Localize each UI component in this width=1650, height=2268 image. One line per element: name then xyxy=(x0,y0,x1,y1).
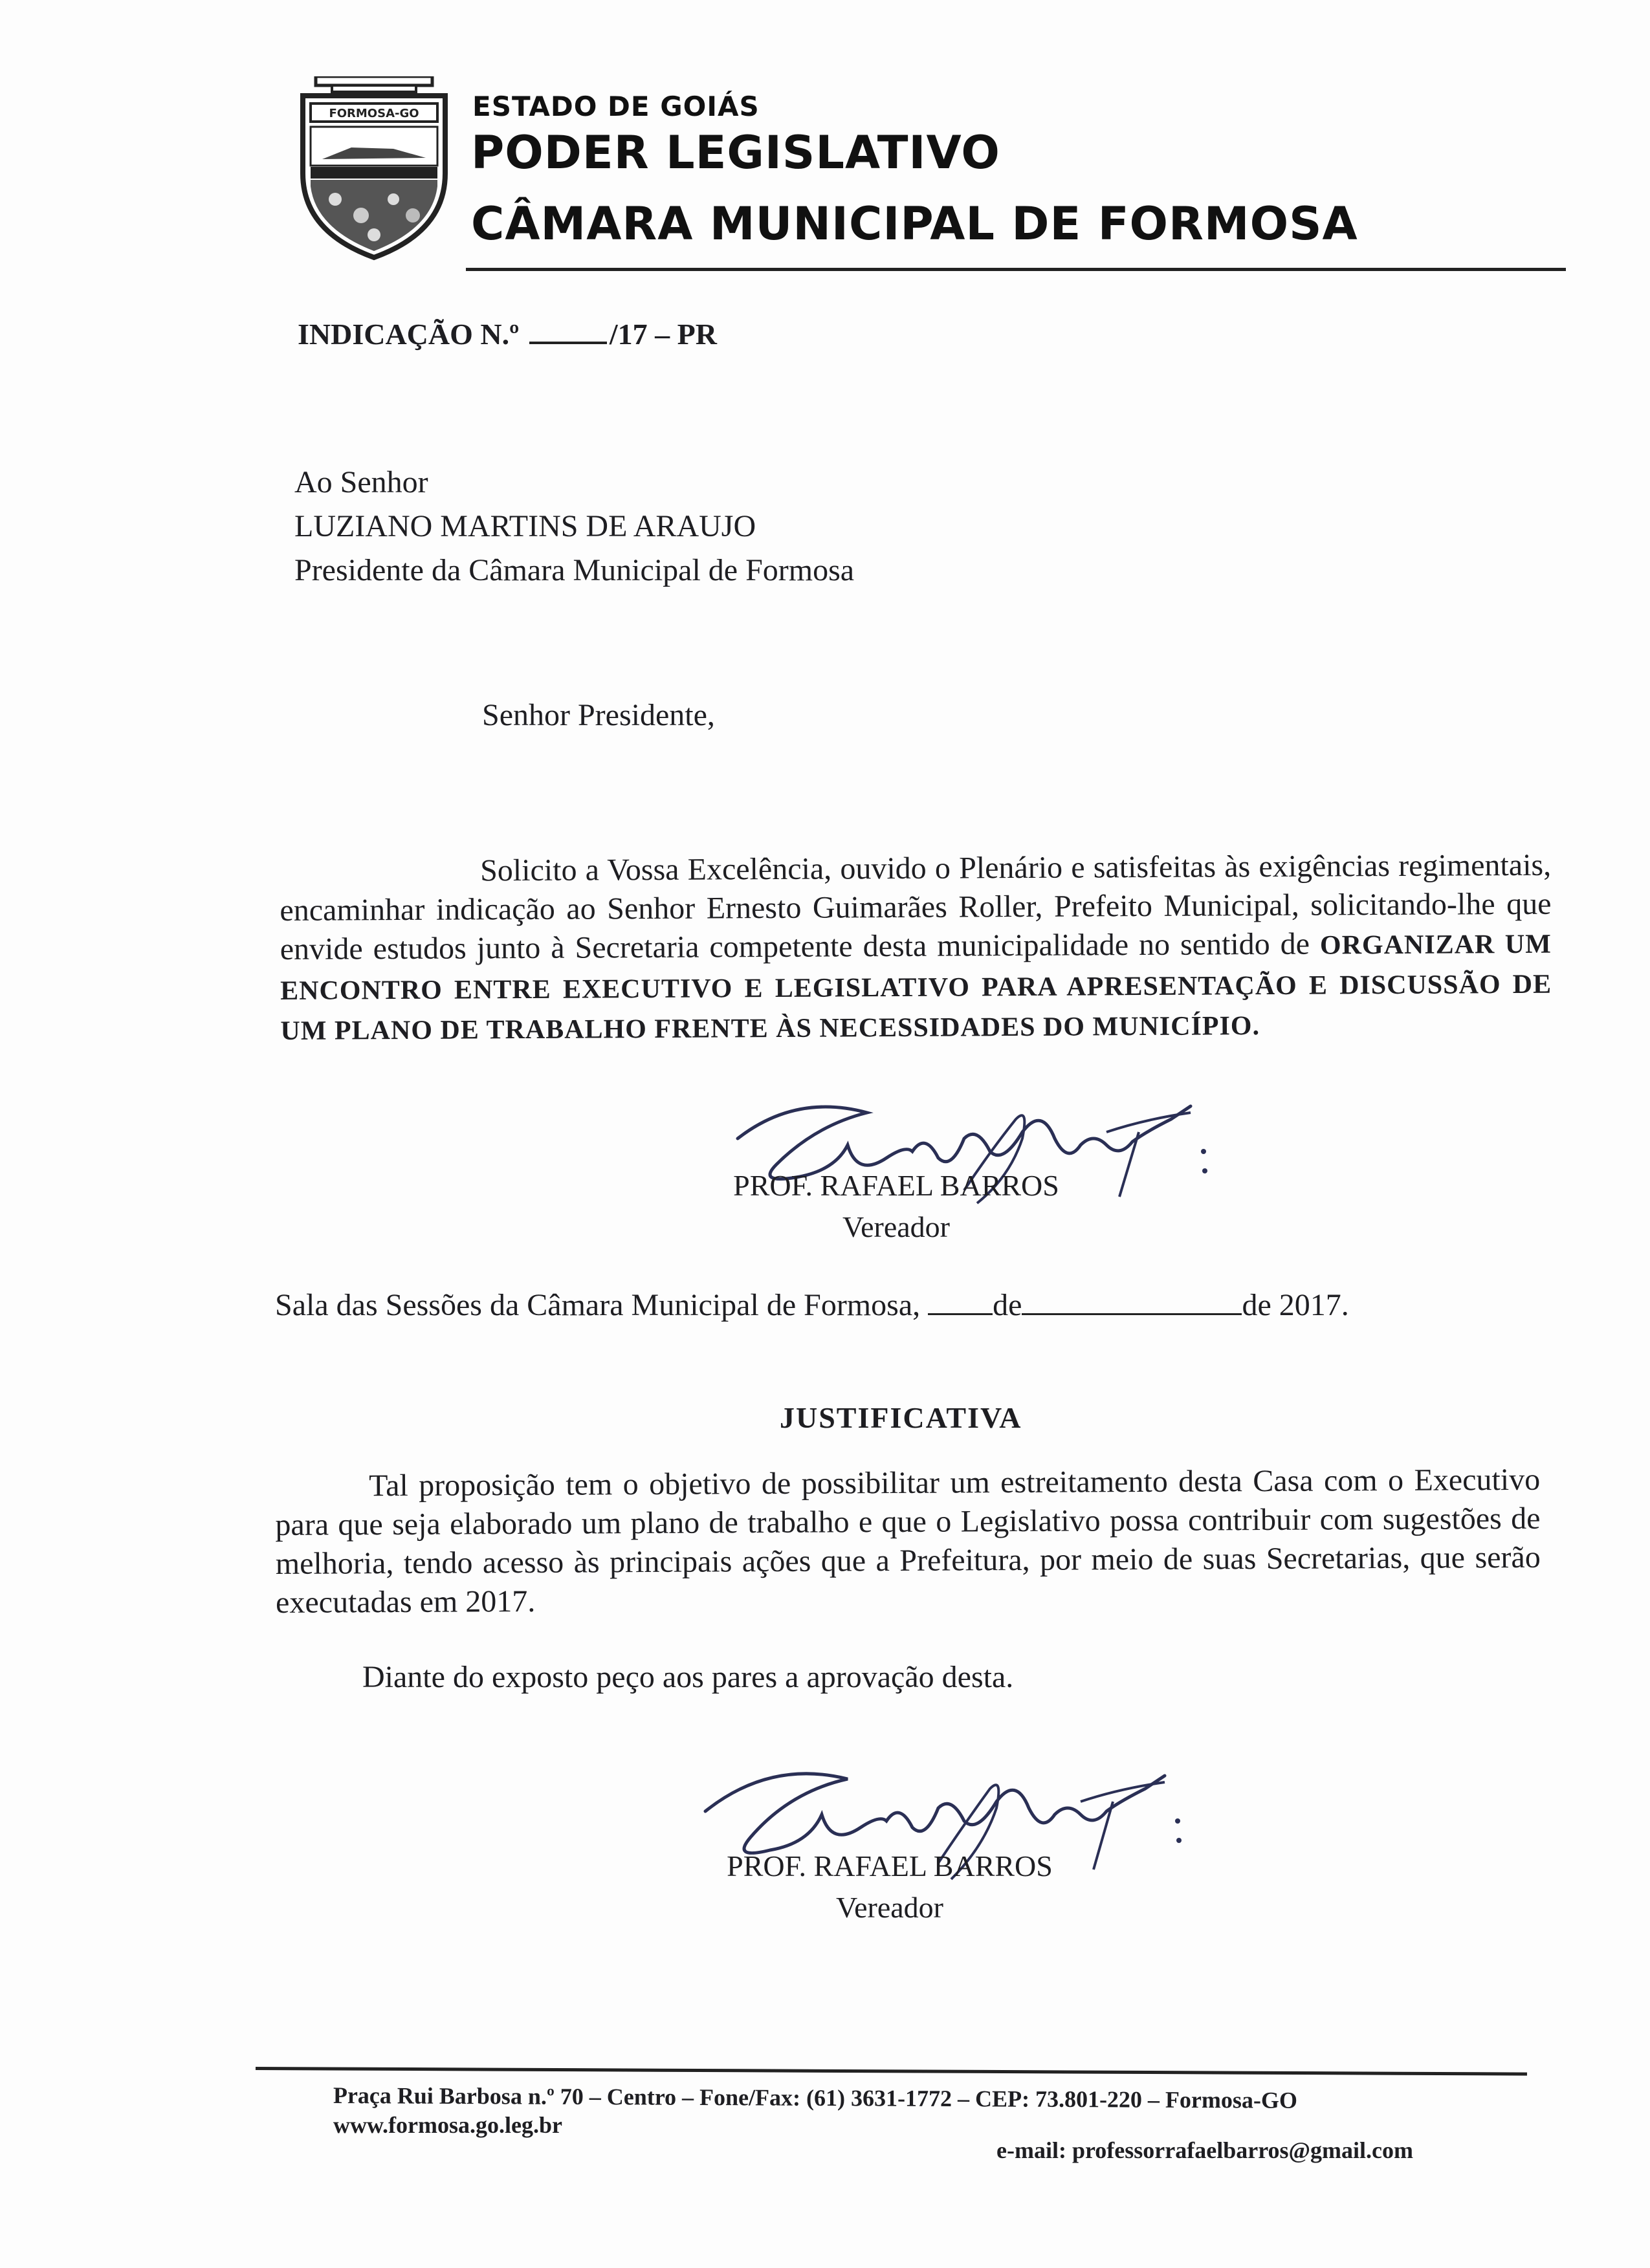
city-crest-icon xyxy=(296,76,452,261)
indication-label: INDICAÇÃO N.º xyxy=(298,318,520,351)
footer-email: e-mail: professorrafaelbarros@gmail.com xyxy=(996,2137,1413,2163)
date-suffix: de 2017. xyxy=(1242,1288,1349,1322)
month-blank xyxy=(1022,1289,1242,1315)
signature-role: Vereador xyxy=(835,1891,943,1924)
request-text: Solicito a Vossa Excelência, ouvido o Plenário e satisfeitas às exigências regimentais, encaminhar indicação ao Senhor Ernesto Guimarães Roller, Prefeito Municipal, solicitando-lhe que envide estudos junto à Secretaria competente desta municipalidade no sentido de xyxy=(280,847,1552,966)
signature-role: Vereador xyxy=(842,1210,950,1243)
recipient-greeting: Ao Senhor xyxy=(294,465,428,499)
day-blank xyxy=(928,1289,993,1315)
justification-paragraph xyxy=(275,1461,1541,1622)
footer-address: Praça Rui Barbosa n.º 70 – Centro – Fone/Fax: (61) 3631-1772 – CEP: 73.801-220 – Formosa-GO xyxy=(333,2082,1298,2113)
handwritten-signature xyxy=(718,1080,1223,1229)
signature-name: PROF. RAFAEL BARROS xyxy=(727,1849,1053,1882)
date-line xyxy=(275,1287,1349,1323)
footer-divider xyxy=(256,2067,1527,2076)
indication-suffix: /17 – PR xyxy=(609,318,717,351)
date-prefix: Sala das Sessões da Câmara Municipal de Formosa, xyxy=(275,1288,921,1322)
header-divider xyxy=(466,268,1566,271)
justification-title: JUSTIFICATIVA xyxy=(780,1401,1022,1434)
recipient-name: LUZIANO MARTINS DE ARAUJO xyxy=(294,509,756,543)
header-state: ESTADO DE GOIÁS xyxy=(472,91,760,122)
recipient-title: Presidente da Câmara Municipal de Formosa xyxy=(294,553,855,587)
indication-number-blank xyxy=(529,317,607,344)
header-chamber: CÂMARA MUNICIPAL DE FORMOSA xyxy=(471,197,1358,250)
indication-number xyxy=(298,317,717,351)
signature-name: PROF. RAFAEL BARROS xyxy=(733,1169,1059,1202)
header-power: PODER LEGISLATIVO xyxy=(471,126,1000,179)
date-middle: de xyxy=(993,1288,1022,1322)
crest-label: FORMOSA-GO xyxy=(329,107,419,120)
request-paragraph xyxy=(280,846,1552,1051)
justification-text: Tal proposição tem o objetivo de possibilitar um estreitamento desta Casa com o Executivo para que seja elaborado um plano de trabalho e que o Legislativo possa contribuir com sugestões de melhoria, tendo acesso às principais ações que a Prefeitura, por meio de suas Secretarias, que serão executadas em 2017. xyxy=(275,1462,1541,1620)
footer-website: www.formosa.go.leg.br xyxy=(333,2112,562,2138)
request-emphasis: ORGANIZAR UM ENCONTRO ENTRE EXECUTIVO E LEGISLATIVO PARA APRESENTAÇÃO E DISCUSSÃO DE UM PLANO DE TRABALHO FRENTE ÀS NECESSIDADES DO MUNICÍPIO. xyxy=(280,929,1552,1046)
salutation: Senhor Presidente, xyxy=(482,698,715,732)
closing-sentence: Diante do exposto peço aos pares a aprovação desta. xyxy=(362,1660,1014,1694)
